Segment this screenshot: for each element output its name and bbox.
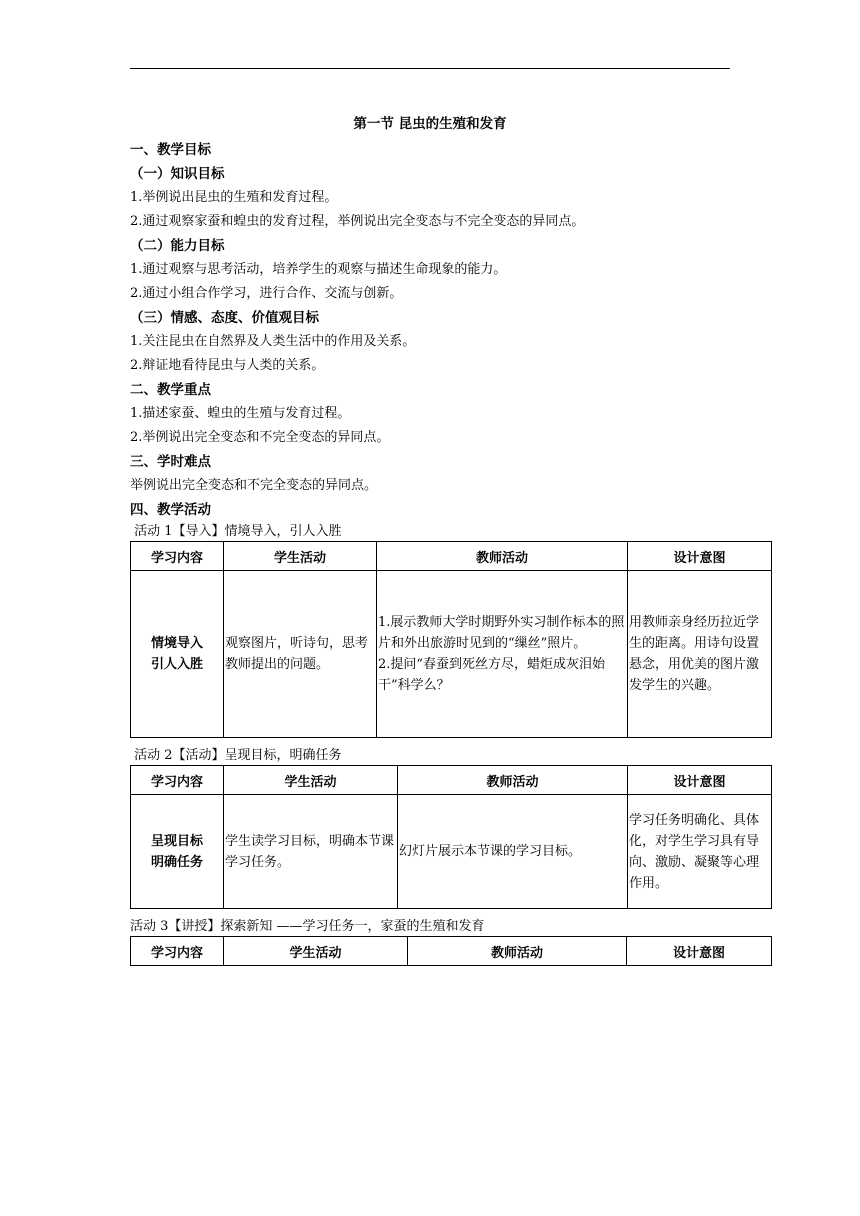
document-body [130, 138, 770, 966]
key-item: 2.举例说出完全变态和不完全变态的异同点。 [130, 430, 390, 445]
knowledge-heading: （一）知识目标 [130, 166, 225, 182]
design-intent: 学习任务明确化、具体化，对学生学习具有导向、激励、凝聚等心理作用。 [628, 795, 772, 909]
student-activity: 学生读学习目标，明确本节课学习任务。 [224, 795, 398, 909]
header-intent: 设计意图 [627, 937, 772, 966]
header-intent: 设计意图 [628, 542, 772, 571]
table-header-row [131, 542, 772, 571]
table-row [131, 571, 772, 738]
table-header-row [131, 937, 772, 966]
header-student: 学生活动 [224, 766, 398, 795]
ability-item: 1.通过观察与思考活动，培养学生的观察与描述生命现象的能力。 [130, 262, 507, 277]
header-content: 学习内容 [131, 937, 224, 966]
header-student: 学生活动 [224, 937, 408, 966]
table-header-row [131, 766, 772, 795]
emotion-item: 1.关注昆虫在自然界及人类生活中的作用及关系。 [130, 334, 416, 349]
emotion-heading: （三）情感、态度、价值观目标 [130, 310, 319, 326]
ability-heading: （二）能力目标 [130, 238, 225, 254]
activity2-caption: 活动 2【活动】呈现目标，明确任务 [130, 748, 342, 763]
goals-heading: 一、教学目标 [130, 142, 211, 158]
activity1-caption: 活动 1【导入】情境导入，引人入胜 [130, 524, 342, 539]
table-row [131, 795, 772, 909]
teacher-activity: 1.展示教师大学时期野外实习制作标本的照片和外出旅游时见到的“缫丝”照片。 2.提问“春蚕到死丝方尽，蜡炬成灰泪始干”科学么？ [377, 571, 628, 738]
difficulty-heading: 三、学时难点 [130, 454, 211, 470]
header-teacher: 教师活动 [398, 766, 628, 795]
knowledge-item: 2.通过观察家蚕和蝗虫的发育过程，举例说出完全变态与不完全变态的异同点。 [130, 214, 585, 229]
header-teacher: 教师活动 [408, 937, 627, 966]
difficulty-text: 举例说出完全变态和不完全变态的异同点。 [130, 478, 378, 493]
header-intent: 设计意图 [628, 766, 772, 795]
emotion-item: 2.辩证地看待昆虫与人类的关系。 [130, 358, 325, 373]
content-label: 呈现目标 明确任务 [131, 795, 224, 909]
key-item: 1.描述家蚕、蝗虫的生殖与发育过程。 [130, 406, 351, 421]
teacher-activity: 幻灯片展示本节课的学习目标。 [398, 795, 628, 909]
activity3-caption: 活动 3【讲授】探索新知 ——学习任务一，家蚕的生殖和发育 [130, 919, 485, 934]
student-activity: 观察图片，听诗句，思考教师提出的问题。 [224, 571, 377, 738]
header-content: 学习内容 [131, 766, 224, 795]
page-title: 第一节 昆虫的生殖和发育 [353, 116, 507, 132]
activities-heading: 四、教学活动 [130, 502, 211, 518]
design-intent: 用教师亲身经历拉近学生的距离。用诗句设置悬念，用优美的图片激发学生的兴趣。 [628, 571, 772, 738]
content-label: 情境导入 引人入胜 [131, 571, 224, 738]
ability-item: 2.通过小组合作学习，进行合作、交流与创新。 [130, 286, 403, 301]
knowledge-item: 1.举例说出昆虫的生殖和发育过程。 [130, 190, 338, 205]
activity1-table [130, 541, 772, 738]
activity2-table [130, 765, 772, 909]
activity3-table [130, 936, 772, 966]
header-teacher: 教师活动 [377, 542, 628, 571]
header-rule [130, 68, 730, 69]
key-heading: 二、教学重点 [130, 382, 211, 398]
header-student: 学生活动 [224, 542, 377, 571]
header-content: 学习内容 [131, 542, 224, 571]
